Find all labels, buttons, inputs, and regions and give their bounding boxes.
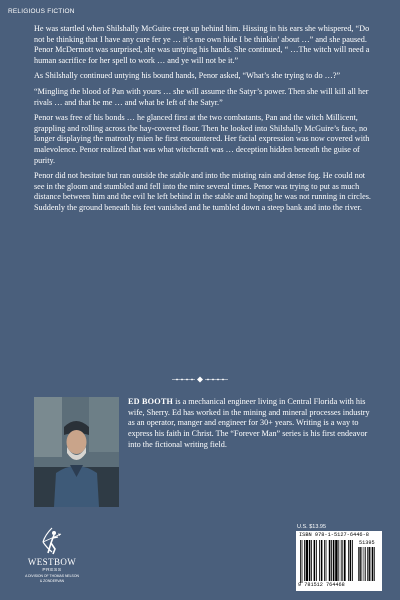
author-bio-text: is a mechanical engineer living in Central Florida with his wife, Sherry. Ed has worked in the mining and mineral processes industry as an operator, manger and engineer for 30+ years. Writing is a way to express his faith in Christ. The “Forever Man” series is his first endeavor into the fictional writing field.	[128, 397, 370, 449]
publisher-name: WESTBOW	[27, 557, 77, 567]
story-paragraph: Penor was free of his bonds … he glanced first at the two combatants, Pan and the witch Millicent, grappling and rolling across the hay-covered floor. Then he looked into Shilshally McGuire’s face, no longer displaying the matronly mien he first encountered. Her facial expression was now covered with malevolence. Penor realized that was what witchcraft was … deception hidden beneath the guise of purity.	[34, 113, 370, 165]
isbn-number: ISBN 978-1-5127-6446-8	[299, 532, 369, 538]
barcode-digits: 9 781512 764468	[298, 582, 345, 588]
isbn-barcode	[296, 531, 382, 591]
ornament-divider	[170, 376, 230, 383]
barcode-addon-digits: 51395	[359, 540, 375, 546]
publisher-press: PRESS	[42, 568, 62, 573]
genre-label: RELIGIOUS FICTION	[8, 8, 75, 15]
story-paragraph: “Mingling the blood of Pan with yours … she will assume the Satyr’s power. Then she will kill all her rivals … and that be me … and what be left of the Satyr.”	[34, 86, 369, 107]
author-name: ED BOOTH	[128, 397, 174, 406]
story-paragraph: As Shilshally continued untying his bound hands, Penor asked, “What’s she trying to do …?”	[34, 71, 341, 81]
publisher-logo	[20, 526, 84, 592]
story-paragraph: Penor did not hesitate but ran outside the stable and into the misting rain and dense fog. He could not see in the gloom and stumbled and fell into the mire several times. Penor was trying to put as much distance between him and the evil he left behind in the stable and hoping he was not running in circles. Suddenly the ground beneath his feet vanished and he tumbled down a steep bank and into the river.	[34, 171, 371, 212]
author-portrait-image	[34, 397, 119, 507]
price-label: U.S. $13.95	[297, 524, 327, 530]
archer-icon	[39, 526, 65, 556]
story-paragraph: He was startled when Shilshally McGuire crept up behind him. Hissing in his ears she whispered, “Do not be thinking that I have any care fer ye … it’s me own hide I be thinkin’ about …” and she paused. Penor McDermott was surprised, she was untying his hands. She continued, “ …The witch will need a human sacrifice for her spell to work … and ye will not be it.”	[34, 24, 370, 65]
publisher-tagline-1: A DIVISION OF THOMAS NELSON	[25, 574, 79, 578]
story-excerpt	[34, 24, 374, 219]
author-photo	[34, 397, 119, 507]
author-bio	[128, 397, 376, 451]
publisher-tagline-2: & ZONDERVAN	[39, 579, 65, 583]
ornament-divider-icon	[170, 376, 230, 383]
